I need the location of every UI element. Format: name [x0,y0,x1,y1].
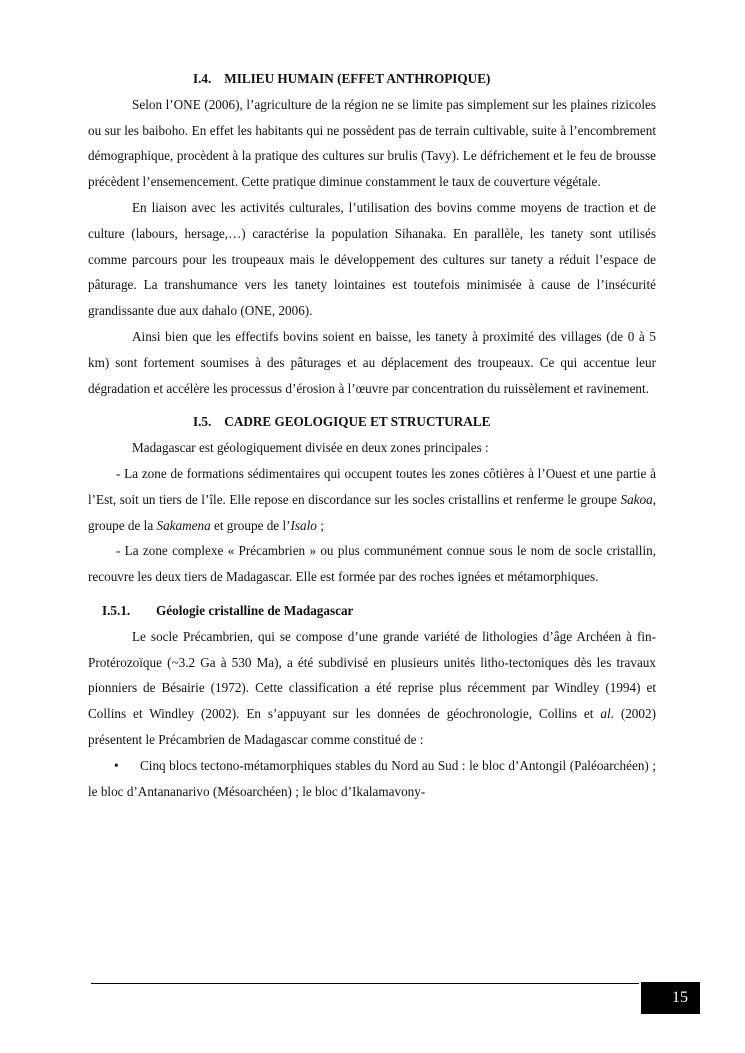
section-title: MILIEU HUMAIN (EFFET ANTHROPIQUE) [224,71,491,86]
bullet-icon: • [114,757,119,773]
section-heading-i4 [88,66,656,92]
zone-precambrian-item: - La zone complexe « Précambrien » ou plus communément connue sous le nom de socle cristallin, recouvre les deux tiers de Madagascar. Elle est formée par des roches ignées et métamorphiques. [88,543,656,585]
zone-sedimentary-item: - La zone de formations sédimentaires qui occupent toutes les zones côtières à l’Ouest et une partie à l’Est, soit un tiers de l’île. Elle repose en discordance sur les socles cristallins et renferme le groupe Sakoa, groupe de la Sakamena et groupe de l’Isalo ; [88,465,656,533]
paragraph: Selon l’ONE (2006), l’agriculture de la région ne se limite pas simplement sur les plaines rizicoles ou sur les baiboho. En effet les habitants qui ne possèdent pas de terrain cultivable, suite à l’encombrement démographique, procèdent à la pratique des cultures sur brulis (Tavy). Le défrichement et le feu de brousse précèdent l’ensemencement. Cette pratique diminue constamment le taux de couverture végétale. [88,96,656,190]
bullet-text: Cinq blocs tectono-métamorphiques stables du Nord au Sud : le bloc d’Antongil (Paléoarchéen) ; le bloc d’Antananarivo (Mésoarchéen) ; le bloc d’Ikalamavony- [88,757,656,799]
term-sakamena: Sakamena [156,517,211,533]
paragraph: En liaison avec les activités culturales, l’utilisation des bovins comme moyens de traction et de culture (labours, hersage,…) caractérise la population Sihanaka. En parallèle, les tanety sont utilisés comme parcours pour les troupeaux mais le développement des cultures sur tanety a réduit l’espace de pâturage. La transhumance vers les tanety lointaines est toutefois minimisée à cause de l’insécurité grandissante due aux dahalo (ONE, 2006). [88,199,656,319]
section-heading-i5 [88,409,656,435]
footer-divider [91,983,639,984]
page-number: 15 [641,982,700,1014]
term-al: al [600,706,611,722]
term-isalo: Isalo [290,517,317,533]
subsection-heading-i51 [102,598,656,624]
paragraph: Le socle Précambrien, qui se compose d’une grande variété de lithologies d’âge Archéen à fin-Protérozoïque (~3.2 Ga à 530 Ma), a été subdivisé en plusieurs unités litho-tectoniques dès les travaux pionniers de Bésairie (1972). Cette classification a été reprise plus récemment par Windley (1994) et Collins et Windley (2002). En s’appuyant sur les données de géochronologie, Collins et al. (2002) présentent le Précambrien de Madagascar comme constitué de : [88,628,656,747]
term-sakoa: Sakoa [620,491,653,507]
subsection-number: I.5.1. [102,602,131,618]
section-number: I.4. [193,71,212,86]
document-body [88,66,656,804]
paragraph: Madagascar est géologiquement divisée en deux zones principales : [132,440,489,456]
section-title: CADRE GEOLOGIQUE ET STRUCTURALE [224,414,491,430]
subsection-title: Géologie cristalline de Madagascar [156,602,354,618]
bullet-item [88,753,656,805]
paragraph: Ainsi bien que les effectifs bovins soient en baisse, les tanety à proximité des villages (de 0 à 5 km) sont fortement soumises à des pâturages et au déplacement des troupeaux. Ce qui accentue leur dégradation et accélère les processus d’érosion à l’œuvre par concentration du ruissèlement et ravinement. [88,328,656,396]
section-number: I.5. [193,414,212,430]
